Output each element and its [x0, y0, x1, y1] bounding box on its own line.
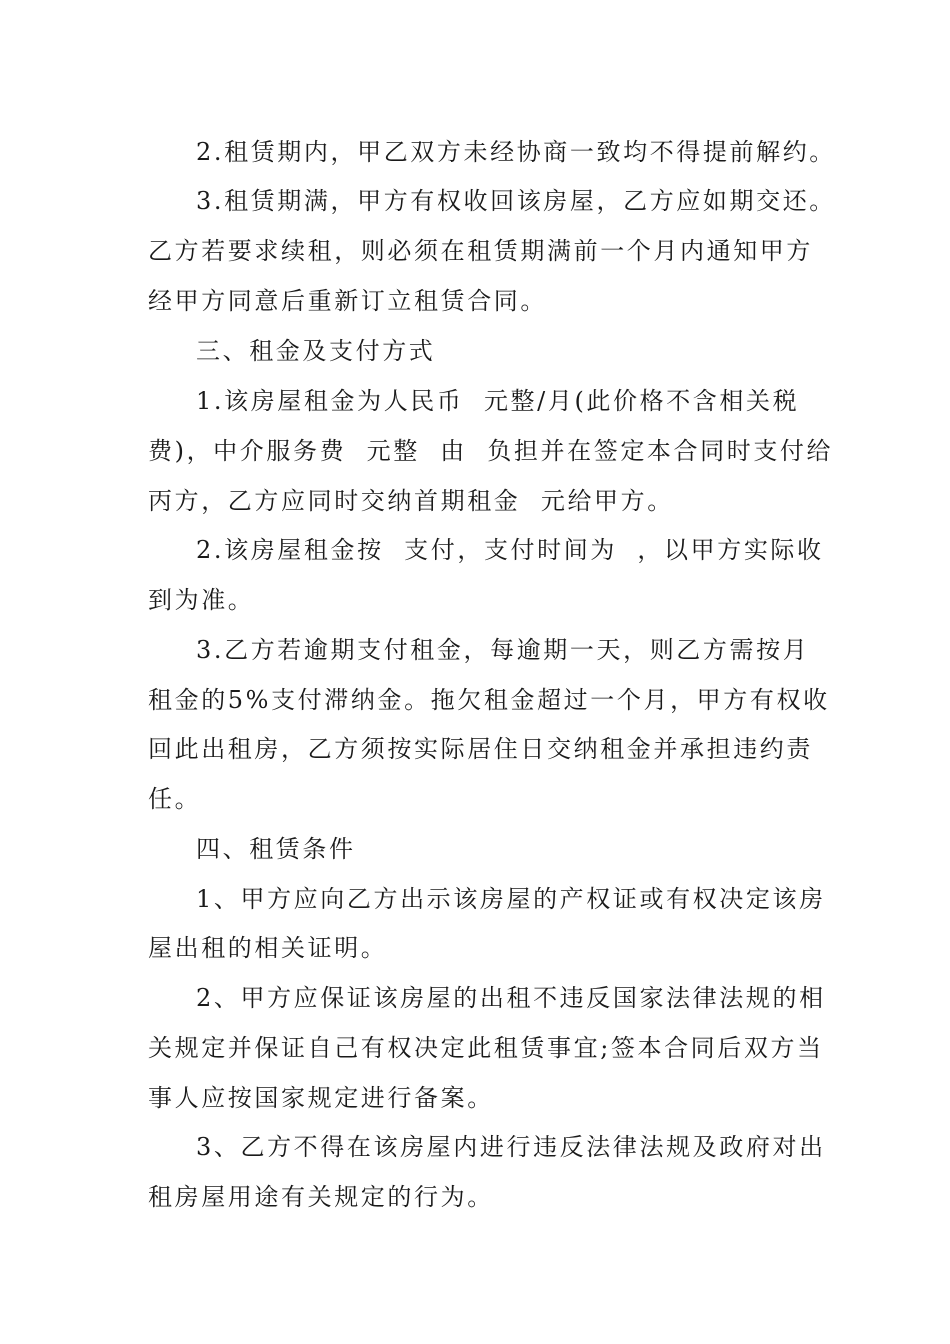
rent-clause-3-line-2: 租金的5%支付滞纳金。拖欠租金超过一个月，甲方有权收 [148, 686, 830, 714]
condition-1-line-1: 1、甲方应向乙方出示该房屋的产权证或有权决定该房 [196, 885, 826, 913]
condition-1-line-2: 屋出租的相关证明。 [148, 934, 388, 962]
rent-clause-2-line-1: 2.该房屋租金按 支付，支付时间为 ，以甲方实际收 [196, 536, 824, 564]
rent-clause-2-line-2: 到为准。 [148, 586, 255, 614]
rent-clause-1-line-2: 费)，中介服务费 元整 由 负担并在签定本合同时支付给 [148, 437, 834, 465]
clause-3-line-1: 3.租赁期满，甲方有权收回该房屋，乙方应如期交还。 [196, 187, 836, 215]
condition-3-line-1: 3、乙方不得在该房屋内进行违反法律法规及政府对出 [196, 1133, 826, 1161]
condition-2-line-2: 关规定并保证自己有权决定此租赁事宜;签本合同后双方当 [148, 1034, 824, 1062]
section-heading-conditions: 四、租赁条件 [196, 835, 356, 863]
condition-2-line-3: 事人应按国家规定进行备案。 [148, 1084, 494, 1112]
condition-3-line-2: 租房屋用途有关规定的行为。 [148, 1183, 494, 1211]
condition-2-line-1: 2、甲方应保证该房屋的出租不违反国家法律法规的相 [196, 984, 826, 1012]
section-heading-rent: 三、租金及支付方式 [196, 337, 436, 365]
rent-clause-1-line-3: 丙方，乙方应同时交纳首期租金 元给甲方。 [148, 487, 674, 515]
rent-clause-3-line-1: 3.乙方若逾期支付租金，每逾期一天，则乙方需按月 [196, 636, 810, 664]
rent-clause-1-line-1: 1.该房屋租金为人民币 元整/月(此价格不含相关税 [196, 387, 800, 415]
rent-clause-3-line-4: 任。 [148, 785, 202, 813]
clause-3-line-2: 乙方若要求续租，则必须在租赁期满前一个月内通知甲方 [148, 237, 813, 265]
clause-2-line-1: 2.租赁期内，甲乙双方未经协商一致均不得提前解约。 [196, 138, 836, 166]
rent-clause-3-line-3: 回此出租房，乙方须按实际居住日交纳租金并承担违约责 [148, 735, 813, 763]
clause-3-line-3: 经甲方同意后重新订立租赁合同。 [148, 287, 547, 315]
